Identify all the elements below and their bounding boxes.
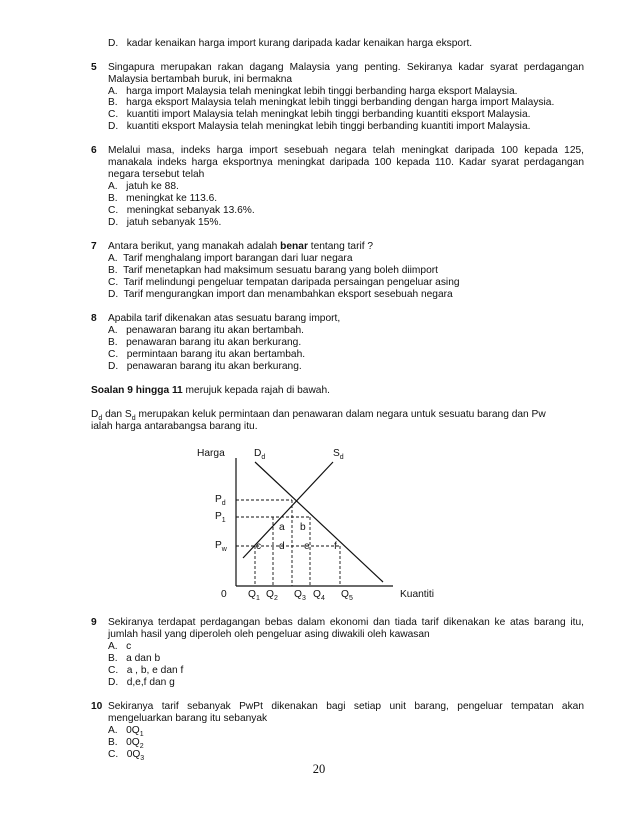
question-number: 8 bbox=[91, 313, 97, 324]
question-number: 5 bbox=[91, 62, 97, 73]
q5-stem-line1: Singapura merupakan rakan dagang Malaysia yang penting. Sekiranya kadar syarat perdagangan bbox=[108, 62, 584, 73]
q10-option-c: C. $0Q_3$ bbox=[108, 749, 145, 763]
demand-label: $D_d$ bbox=[254, 448, 266, 462]
q10-stem-line2: mengeluarkan barang itu sebanyak bbox=[108, 713, 268, 724]
price-label-pw: $P_w$ bbox=[215, 540, 227, 554]
q6-stem-line3: negara tersebut telah bbox=[108, 169, 205, 180]
quantity-label-q3: $Q_3$ bbox=[294, 589, 306, 603]
quantity-label-q5: $Q_5$ bbox=[341, 589, 353, 603]
q6-stem-line2: manakala indeks harga eksportnya meningkat daripada 100 kepada 110. Kadar syarat perdagangan bbox=[108, 157, 584, 168]
price-label-p1: $P_1$ bbox=[215, 511, 226, 525]
q9-stem-line1: Sekiranya terdapat perdagangan bebas dalam ekonomi dan tiada tarif dikenakan ke atas barang itu, bbox=[108, 617, 584, 628]
q6-option-a: A. jatuh ke 88. bbox=[108, 181, 179, 192]
origin-label: 0 bbox=[221, 589, 227, 600]
q7-option-a: A. Tarif menghalang import barangan dari luar negara bbox=[108, 253, 353, 264]
q5-option-b: B. harga eksport Malaysia telah meningkat lebih tinggi berbanding dengan harga import Malaysia. bbox=[108, 97, 555, 108]
section-heading: Soalan 9 hingga 11 merujuk kepada rajah di bawah. bbox=[91, 385, 330, 396]
supply-label: $S_d$ bbox=[333, 448, 344, 462]
q7-option-c: C. Tarif melindungi pengeluar tempatan daripada persaingan pengeluar asing bbox=[108, 277, 460, 288]
q9-option-a: A. c bbox=[108, 641, 132, 652]
quantity-label-q2: $Q_2$ bbox=[266, 589, 278, 603]
page-number: 20 bbox=[312, 762, 326, 776]
q7-stem: Antara berikut, yang manakah adalah benar tentang tarif ? bbox=[108, 241, 374, 252]
q6-stem-line1: Melalui masa, indeks harga import sesebuah negara telah meningkat daripada 100 kepada 125, bbox=[108, 145, 584, 156]
area-label-e: e bbox=[304, 541, 310, 552]
area-label-d: d bbox=[279, 541, 285, 552]
diagram-intro-line2: ialah harga antarabangsa barang itu. bbox=[91, 421, 258, 432]
q9-option-c: C. a , b, e dan f bbox=[108, 665, 184, 676]
q5-option-d: D. kuantiti eksport Malaysia telah meningkat lebih tinggi berbanding kuantiti import Malaysia. bbox=[108, 121, 531, 132]
question-number: 10 bbox=[91, 701, 103, 712]
q5-option-c: C. kuantiti import Malaysia telah meningkat lebih tinggi berbanding kuantiti eksport Malaysia. bbox=[108, 109, 531, 120]
q5-option-a: A. harga import Malaysia telah meningkat lebih tinggi berbanding harga eksport Malaysia. bbox=[108, 86, 518, 97]
q7-option-d: D. Tarif mengurangkan import dan menambahkan eksport sesebuah negara bbox=[108, 289, 453, 300]
q9-option-d: D. d,e,f dan g bbox=[108, 677, 175, 688]
q6-option-b: B. meningkat ke 113.6. bbox=[108, 193, 218, 204]
q9-stem-line2: jumlah hasil yang diperoleh oleh pengeluar asing diwakili oleh kawasan bbox=[108, 629, 430, 640]
q9-option-b: B. a dan b bbox=[108, 653, 161, 664]
q10-option-a: A. $0Q_1$ bbox=[108, 725, 144, 739]
q8-option-d: D. penawaran barang itu akan berkurang. bbox=[108, 361, 302, 372]
price-label-pd: $P_d$ bbox=[215, 494, 226, 508]
area-label-a: a bbox=[279, 522, 285, 533]
quantity-label-q4: $Q_4$ bbox=[313, 589, 325, 603]
x-axis-label: Kuantiti bbox=[400, 589, 434, 600]
q8-option-c: C. permintaan barang itu akan bertambah. bbox=[108, 349, 306, 360]
q6-option-d: D. jatuh sebanyak 15%. bbox=[108, 217, 222, 228]
area-label-f: f bbox=[334, 541, 337, 552]
option-letter: D. bbox=[108, 38, 119, 49]
demand-curve bbox=[255, 462, 383, 582]
area-label-b: b bbox=[300, 522, 306, 533]
q8-stem: Apabila tarif dikenakan atas sesuatu barang import, bbox=[108, 313, 341, 324]
q6-option-c: C. meningkat sebanyak 13.6%. bbox=[108, 205, 255, 216]
question-number: 7 bbox=[91, 241, 97, 252]
q7-option-b: B. Tarif menetapkan had maksimum sesuatu barang yang boleh diimport bbox=[108, 265, 438, 276]
quantity-label-q1: $Q_1$ bbox=[248, 589, 260, 603]
q10-stem-line1: Sekiranya tarif sebanyak PwPt dikenakan bagi setiap unit barang, pengeluar tempatan akan bbox=[108, 701, 584, 712]
area-label-c: c bbox=[256, 541, 262, 552]
question-number: 9 bbox=[91, 617, 97, 628]
diagram-intro-line1: $D_d$ dan $S_d$ merupakan keluk permintaan dan penawaran dalam negara untuk sesuatu barang dan Pw bbox=[91, 409, 546, 423]
q8-option-a: A. penawaran barang itu akan bertambah. bbox=[108, 325, 304, 336]
q10-option-b: B. $0Q_2$ bbox=[108, 737, 144, 751]
q5-stem-line2: Malaysia bertambah buruk, ini bermakna bbox=[108, 74, 293, 85]
y-axis-label: Harga bbox=[197, 448, 225, 459]
question-number: 6 bbox=[91, 145, 97, 156]
q8-option-b: B. penawaran barang itu akan berkurang. bbox=[108, 337, 302, 348]
option-text: kadar kenaikan harga import kurang daripada kadar kenaikan harga eksport. bbox=[126, 38, 473, 49]
